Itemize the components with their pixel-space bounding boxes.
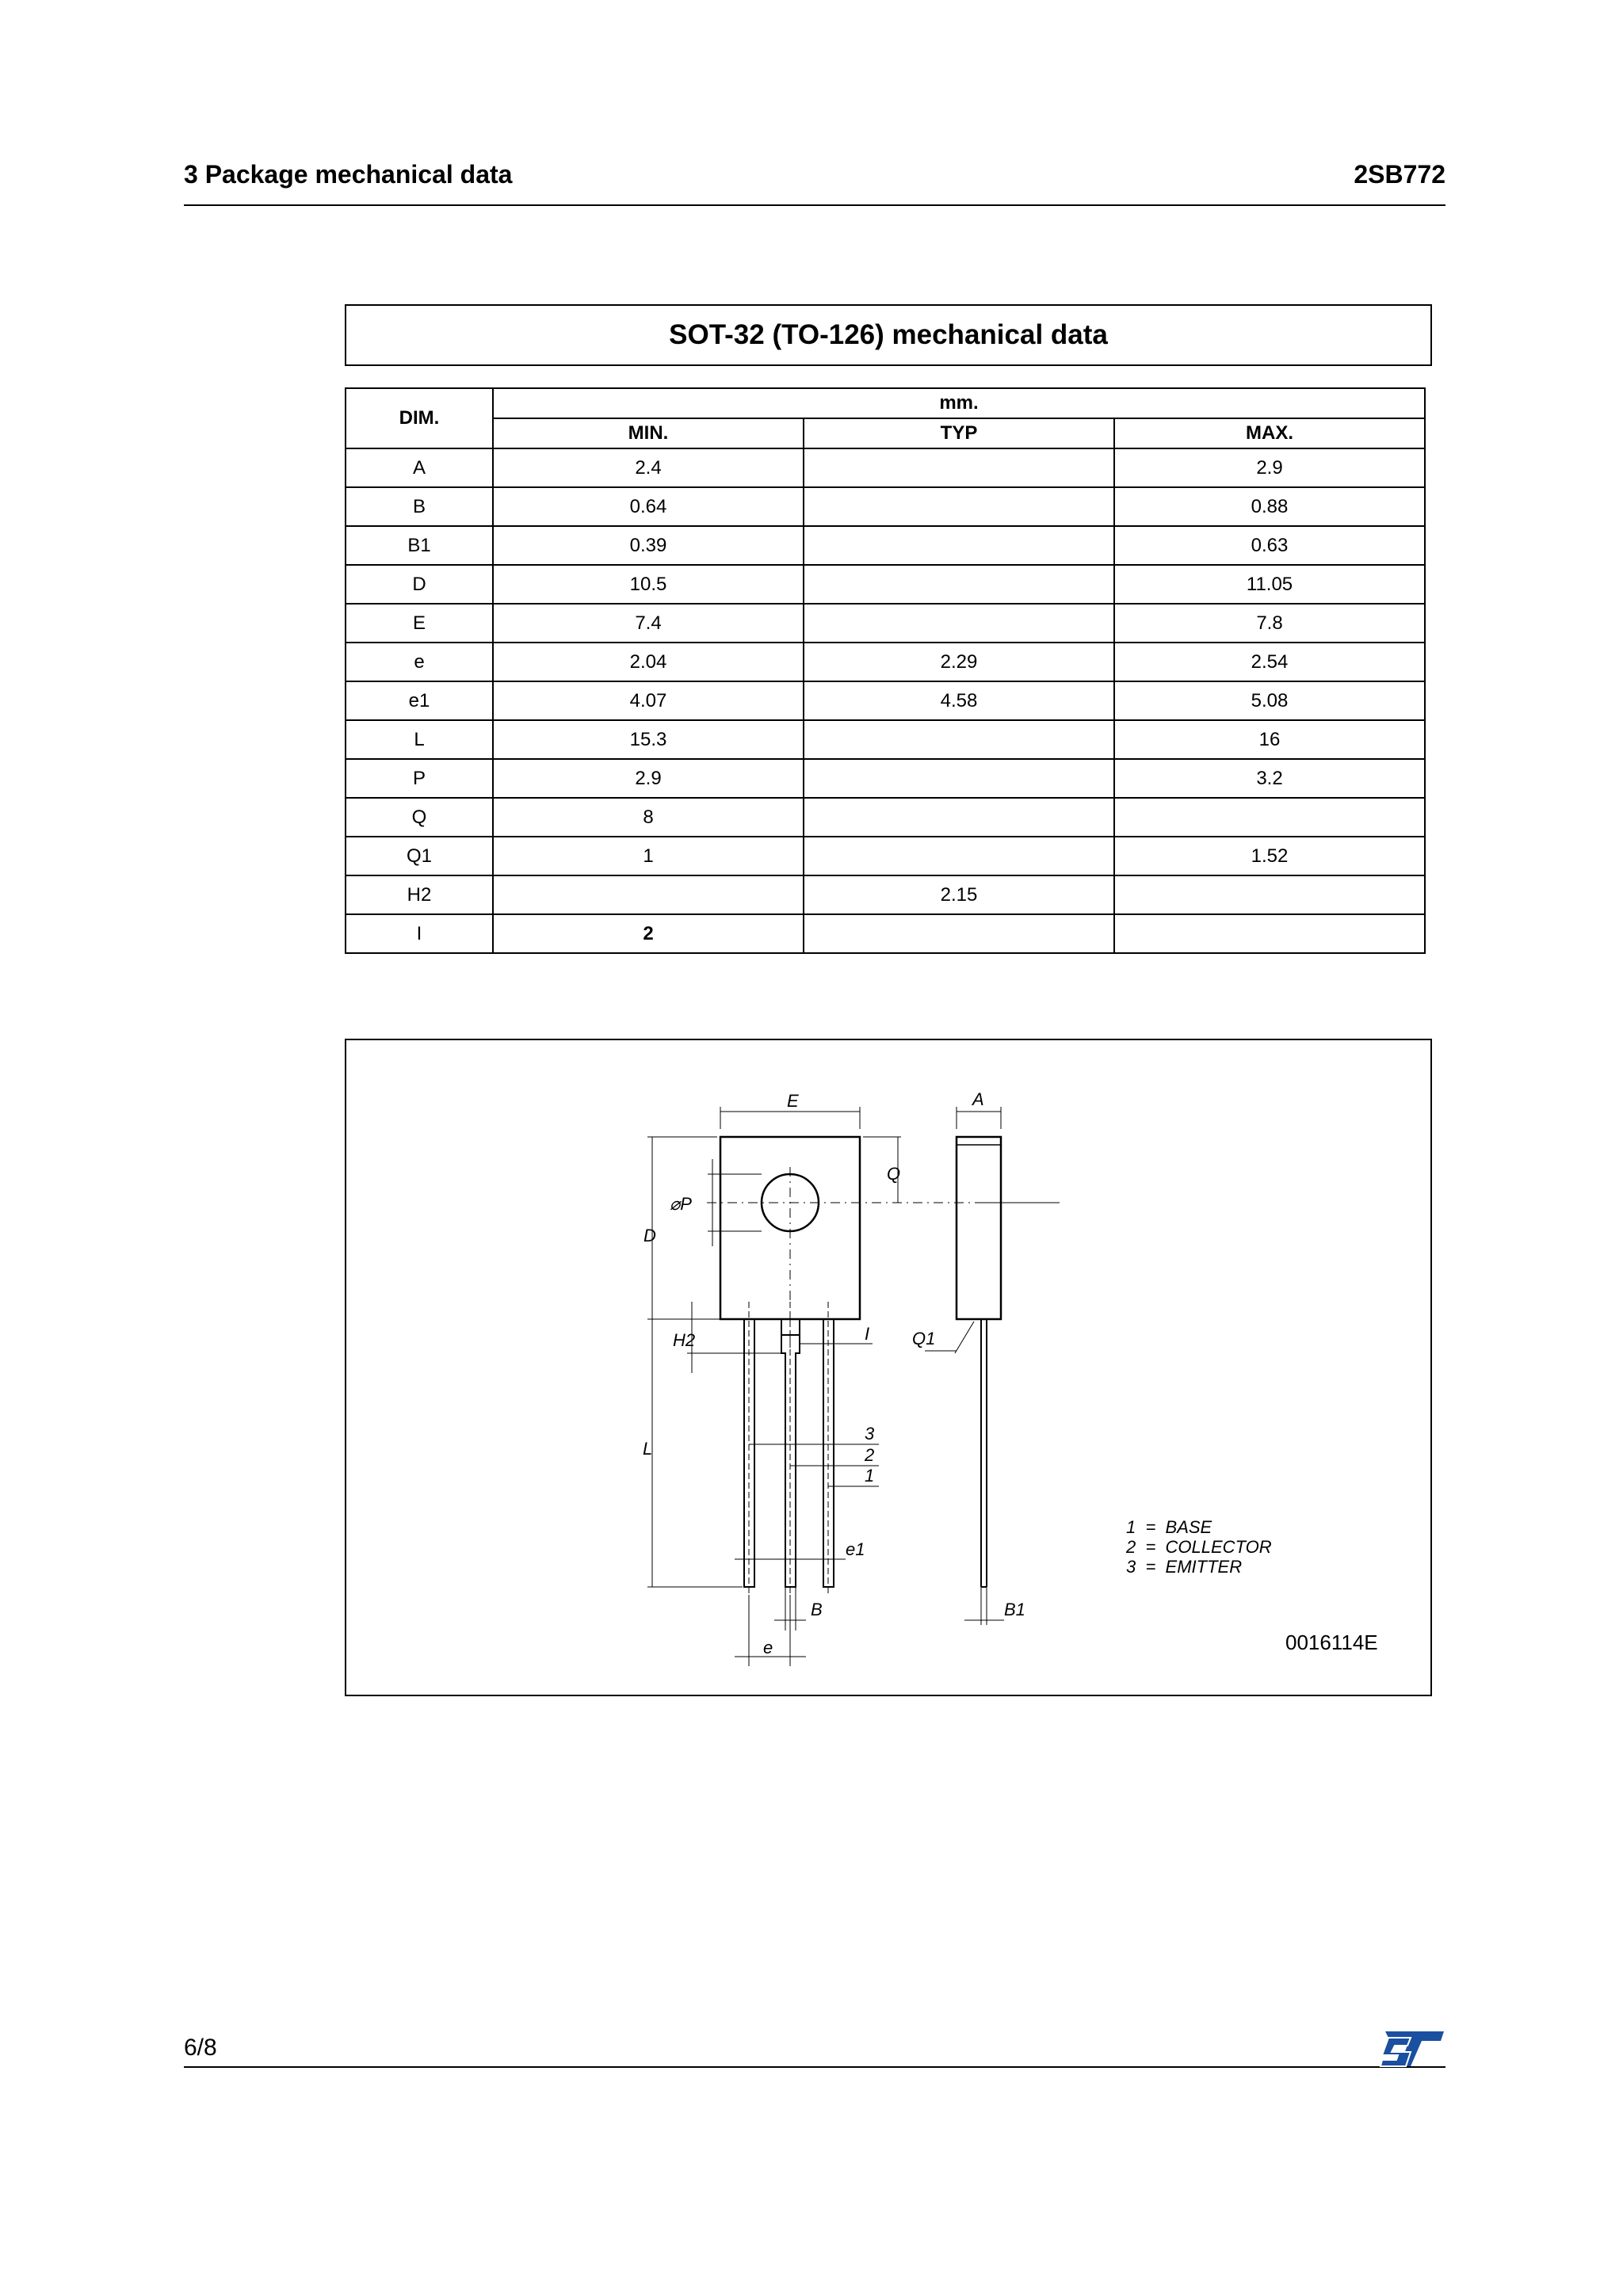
typ-cell [804,720,1114,759]
min-cell: 2.9 [493,759,804,798]
typ-cell: 2.15 [804,875,1114,914]
table-row [346,798,1425,837]
table-row [346,837,1425,875]
table-row [346,487,1425,526]
max-cell: 3.2 [1114,759,1425,798]
typ-cell [804,914,1114,953]
legend-collector: 2 = COLLECTOR [1126,1537,1272,1557]
st-logo-icon [1374,2028,1445,2069]
table-row [346,565,1425,604]
max-cell: 2.54 [1114,643,1425,681]
max-cell: 7.8 [1114,604,1425,643]
table-row [346,720,1425,759]
dim-label-e: e [763,1638,773,1657]
typ-cell: 4.58 [804,681,1114,720]
dim-label-E: E [787,1091,799,1111]
dim-label-H2: H2 [673,1330,696,1350]
dim-cell: L [346,720,493,759]
pin-label-2: 2 [865,1445,875,1465]
dim-cell: H2 [346,875,493,914]
legend-base: 1 = BASE [1126,1517,1212,1537]
mechanical-data-table [345,387,1426,954]
dim-label-Q1: Q1 [912,1329,936,1348]
dim-cell: B [346,487,493,526]
table-row [346,604,1425,643]
table-row [346,526,1425,565]
dim-cell: e1 [346,681,493,720]
max-cell: 11.05 [1114,565,1425,604]
dim-header: DIM. [346,388,493,448]
typ-cell [804,759,1114,798]
min-cell: 0.64 [493,487,804,526]
dim-label-I: I [865,1324,870,1344]
min-cell: 15.3 [493,720,804,759]
max-cell: 16 [1114,720,1425,759]
page-footer [184,2033,1445,2068]
dim-cell: Q [346,798,493,837]
min-cell: 7.4 [493,604,804,643]
min-cell: 4.07 [493,681,804,720]
dim-label-P: ⌀P [670,1194,692,1214]
min-cell: 10.5 [493,565,804,604]
page-header [184,158,1445,206]
min-cell: 2.4 [493,448,804,487]
dim-label-B: B [811,1600,823,1619]
package-drawing [345,1039,1432,1696]
max-cell: 0.88 [1114,487,1425,526]
dim-label-D: D [643,1226,656,1245]
drawing-code: 0016114E [1285,1630,1378,1654]
typ-cell [804,798,1114,837]
part-number: 2SB772 [1354,160,1445,189]
dim-cell: D [346,565,493,604]
min-cell [493,875,804,914]
package-body-side [957,1137,1001,1319]
min-header: MIN. [493,418,804,448]
dim-cell: E [346,604,493,643]
pin-label-1: 1 [865,1466,875,1486]
min-cell: 1 [493,837,804,875]
dim-label-B1: B1 [1004,1600,1025,1619]
max-cell [1114,875,1425,914]
typ-cell: 2.29 [804,643,1114,681]
pin-label-3: 3 [865,1424,875,1444]
table-row [346,759,1425,798]
dim-cell: Q1 [346,837,493,875]
min-cell: 8 [493,798,804,837]
legend-emitter: 3 = EMITTER [1126,1557,1243,1577]
table-row [346,448,1425,487]
typ-cell [804,526,1114,565]
dim-cell: e [346,643,493,681]
section-title: 3 Package mechanical data [184,160,513,189]
typ-header: TYP [804,418,1114,448]
pins [744,1319,834,1587]
typ-cell [804,448,1114,487]
dim-cell: B1 [346,526,493,565]
page-number: 6/8 [184,2035,217,2061]
max-cell: 0.63 [1114,526,1425,565]
max-cell: 5.08 [1114,681,1425,720]
max-cell [1114,914,1425,953]
typ-cell [804,837,1114,875]
min-cell: 2.04 [493,643,804,681]
table-row [346,914,1425,953]
dim-label-L: L [643,1439,653,1459]
max-header: MAX. [1114,418,1425,448]
table-row [346,681,1425,720]
typ-cell [804,487,1114,526]
typ-cell [804,565,1114,604]
dim-cell: P [346,759,493,798]
dim-cell: A [346,448,493,487]
dim-label-Q: Q [887,1164,901,1184]
unit-header: mm. [493,388,1425,418]
max-cell: 2.9 [1114,448,1425,487]
max-cell: 1.52 [1114,837,1425,875]
dim-cell: I [346,914,493,953]
max-cell [1114,798,1425,837]
package-outline-svg [346,1040,1430,1695]
dim-label-A: A [972,1089,984,1109]
table-row [346,875,1425,914]
dim-label-e1: e1 [846,1539,865,1559]
table-title: SOT-32 (TO-126) mechanical data [345,304,1432,366]
min-cell: 0.39 [493,526,804,565]
table-row [346,643,1425,681]
min-cell: 2 [493,914,804,953]
typ-cell [804,604,1114,643]
